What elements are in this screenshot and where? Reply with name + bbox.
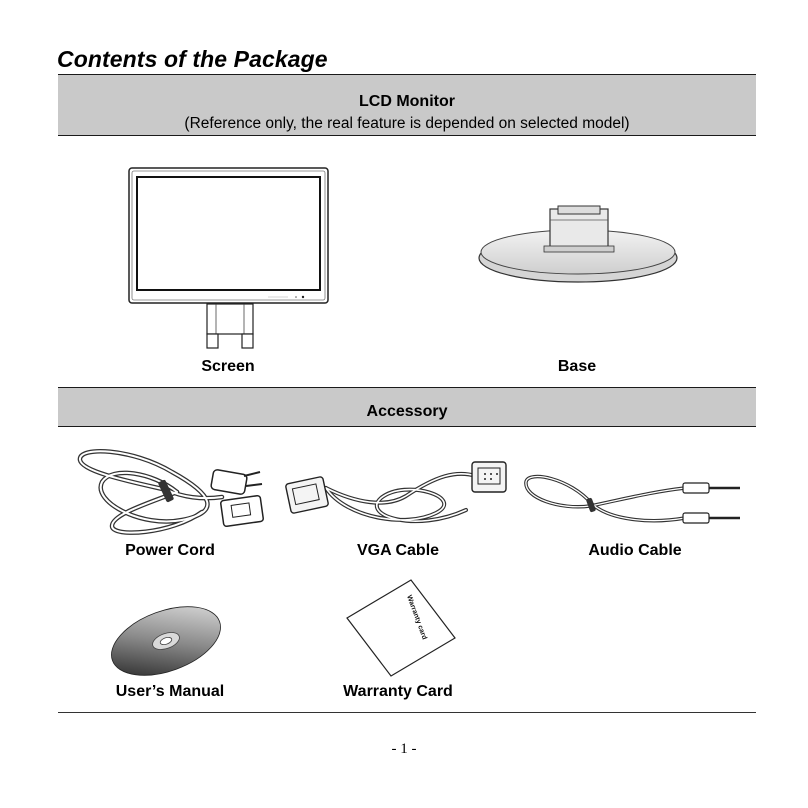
vga-cable-icon xyxy=(286,458,510,538)
vga-cable-label: VGA Cable xyxy=(356,542,440,559)
monitor-screen-icon xyxy=(128,167,330,352)
monitor-base-icon xyxy=(478,206,680,286)
accessory-heading: Accessory xyxy=(366,403,448,420)
power-cord-label: Power Cord xyxy=(125,542,215,559)
base-label: Base xyxy=(557,358,597,375)
lcd-monitor-heading: LCD Monitor xyxy=(359,93,455,110)
audio-cable-label: Audio Cable xyxy=(588,542,682,559)
users-manual-label: User’s Manual xyxy=(115,683,225,700)
page-title: Contents of the Package xyxy=(57,46,328,72)
lcd-monitor-section-header xyxy=(58,74,756,136)
warranty-card-label: Warranty Card xyxy=(343,683,453,700)
accessory-section-header xyxy=(58,387,756,427)
cd-disc-icon xyxy=(108,606,224,676)
footer-divider xyxy=(58,712,756,713)
lcd-monitor-note: (Reference only, the real feature is depended on selected model) xyxy=(184,115,630,132)
audio-cable-icon xyxy=(520,468,744,534)
power-cord-icon xyxy=(72,442,272,542)
warranty-card-text: Warranty card xyxy=(405,594,428,641)
page-number: - 1 - xyxy=(391,741,417,757)
screen-label: Screen xyxy=(201,358,255,375)
warranty-card-icon xyxy=(345,578,457,678)
